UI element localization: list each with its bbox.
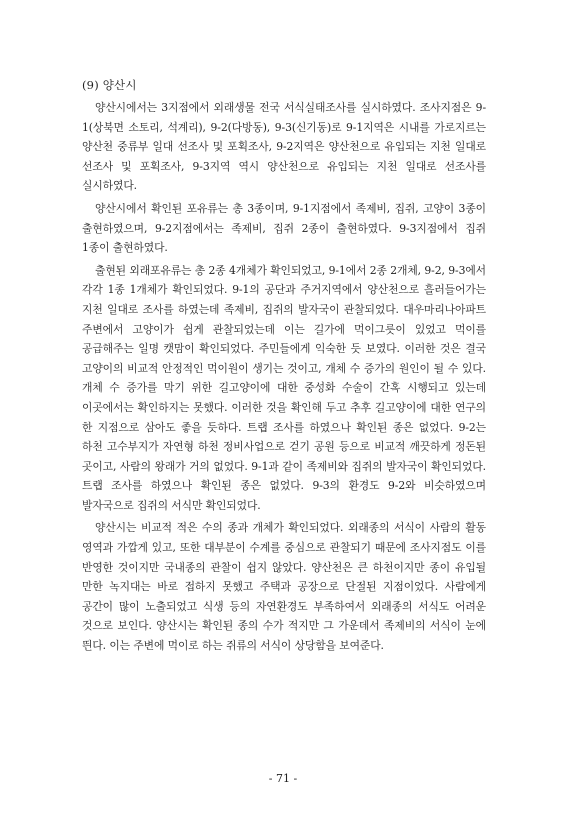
paragraph-survey-sites: 양산시에서는 3지점에서 외래생물 전국 서식실태조사를 실시하였다. 조사지점은 9-1(상북면 소토리, 석계리), 9-2(다방동), 9-3(신기동)로 9-1지역은 시내를 가로지르는 양산천 중류부 일대 선조사 및 포획조사, 9-2지역은 양산천으로 유입되는 지천 일대로 선조사 및 포획조사, 9-3지역 역시 양산천으로 유입되는 지천 일대로 선조사를 실시하였다. [82, 101, 486, 193]
section-heading: (9) 양산시 [82, 78, 137, 92]
paragraph-mammals-found: 양산시에서 확인된 포유류는 총 3종이며, 9-1지점에서 족제비, 집쥐, 고양이 3종이 출현하였으며, 9-2지점에서는 족제비, 집쥐 2종이 출현하였다. 9-3지점에서 집쥐 1종이 출현하였다. [82, 201, 486, 255]
paragraph-summary: 양산시는 비교적 적은 수의 종과 개체가 확인되었다. 외래종의 서식이 사람의 활동 영역과 가깝게 있고, 또한 대부분이 수계를 중심으로 관찰되기 때문에 조사지점도 이를 반영한 것이지만 국내종의 관찰이 쉽지 않았다. 양산천은 큰 하천이지만 종이 유입될 만한 녹지대는 바로 접하지 못했고 주택과 공장으로 단절된 지점이었다. 사람에게 공간이 많이 노출되었고 식생 등의 자연환경도 부족하여서 외래종의 서식도 어려운 것으로 보인다. 양산시는 확인된 종의 수가 적지만 그 가운데서 족제비의 서식이 눈에 띈다. 이는 주변에 먹이로 하는 쥐류의 서식이 상당함을 보여준다. [82, 521, 486, 653]
page-number: - 71 - [268, 772, 298, 785]
paragraph-invasive-mammals: 출현된 외래포유류는 총 2종 4개체가 확인되었고, 9-1에서 2종 2개체, 9-2, 9-3에서 각각 1종 1개체가 확인되었다. 9-1의 공단과 주거지역에서 양산천으로 흘러들어가는 지천 일대로 조사를 하였는데 족제비, 집쥐의 발자국이 관찰되었다. 대우마리나아파트 주변에서 고양이가 쉽게 관찰되었는데 이는 길가에 먹이그릇이 있었고 먹이를 공급해주는 일명 캣맘이 확인되었다. 주민들에게 익숙한 듯 보였다. 이러한 것은 결국 고양이의 비교적 안정적인 먹이원이 생기는 것이고, 개체 수 증가의 원인이 될 수 있다. 개체 수 증가를 막기 위한 길고양이에 대한 중성화 수술이 간혹 시행되고 있는데 이곳에서는 확인하지는 못했다. 이러한 것을 확인해 두고 추후 길고양이에 대한 연구의 한 지점으로 삼아도 좋을 듯하다. 트랩 조사를 하였으나 확인된 종은 없었다. 9-2는 하천 고수부지가 자연형 하천 정비사업으로 걷기 공원 등으로 비교적 깨끗하게 정돈된 곳이고, 사람의 왕래가 거의 없었다. 9-1과 같이 족제비와 집쥐의 발자국이 확인되었다. 트랩 조사를 하였으나 확인된 종은 없었다. 9-3의 환경도 9-2와 비슷하였으며 발자국으로 집쥐의 서식만 확인되었다. [82, 263, 486, 512]
document-body [82, 77, 486, 659]
